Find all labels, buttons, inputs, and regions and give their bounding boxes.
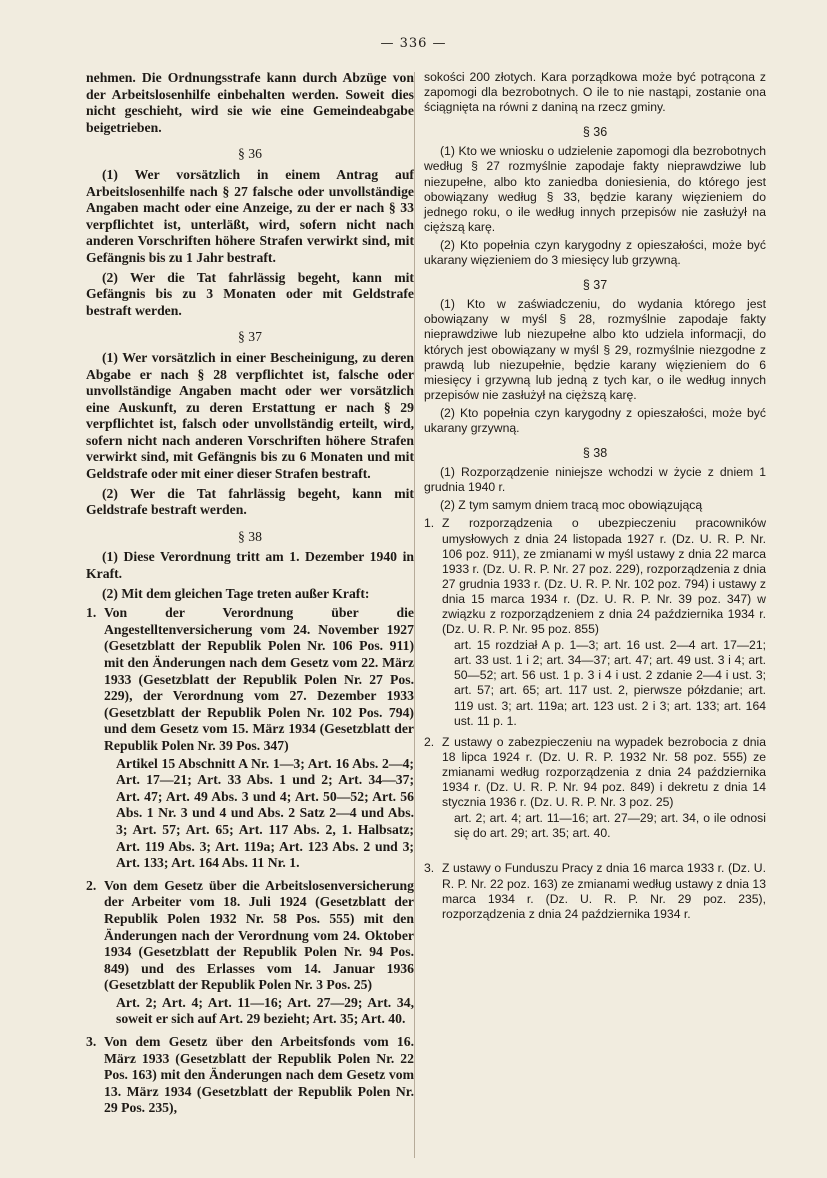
german-section-36-para-1: (1) Wer vorsätzlich in einem Antrag auf Arbeitslosenhilfe nach § 27 falsche oder unvollständige Angaben macht oder eine Anzeige, zu der er nach § 33 verpflichtet ist, unterläßt, wird, sofern nicht nach anderen Vorschriften höhere Strafen verwirkt sind, mit Gefängnis bis zu 1 Jahr bestraft. <box>86 166 414 265</box>
polish-repeal-item-text: Z ustawy o zabezpieczeniu na wypadek bezrobocia z dnia 18 lipca 1924 r. (Dz. U. R. P. 1932 Nr. 58 poz. 555) ze zmianami według rozporządzenia z dnia 24 października 1934 r. (Dz. U. R. P. Nr. 94 poz. 849) i dekretu z dnia 14 stycznia 1936 r. (Dz. U. R. P. Nr. 3 poz. 25) <box>442 734 766 810</box>
polish-section-37-title: § 37 <box>582 278 608 293</box>
german-section-36-para-2: (2) Wer die Tat fahrlässig begeht, kann mit Gefängnis bis zu 3 Monaten oder mit Geldstrafe bestraft werden. <box>86 269 414 318</box>
german-section-37-para-2: (2) Wer die Tat fahrlässig begeht, kann mit Geldstrafe bestraft werden. <box>86 485 414 518</box>
german-repeal-item-text: Von dem Gesetz über den Arbeitsfonds vom 16. März 1933 (Gesetzblatt der Republik Polen Nr. 22 Pos. 163) mit den Änderungen nach dem Gesetz vom 13. März 1934 (Gesetzblatt der Republik Polen Nr. 29 Pos. 235), <box>104 1034 414 1116</box>
german-section-36-title: § 36 <box>238 146 262 162</box>
german-intro: nehmen. Die Ordnungsstrafe kann durch Abzüge von der Arbeitslosenhilfe einbehalten werden. Soweit dies nicht geschieht, wird sie wie eine Gemeindeabgabe beigetrieben. <box>86 70 414 135</box>
german-repeal-item-articles: Art. 2; Art. 4; Art. 11—16; Art. 27—29; Art. 34, soweit er sich auf Art. 29 bezieht; Art. 35; Art. 40. <box>116 994 414 1027</box>
page-number: — 336 — <box>380 36 447 51</box>
polish-repeal-item-text: Z ustawy o Funduszu Pracy z dnia 16 marca 1933 r. (Dz. U. R. P. Nr. 22 poz. 163) ze zmianami według ustawy z dnia 13 marca 1934 r. (Dz. U. R. P. Nr. 29 poz. 235), rozporządzenia z dnia 24 października 1934 r. <box>442 861 766 921</box>
german-repeal-item-text: Von dem Gesetz über die Arbeitslosenversicherung der Arbeiter vom 18. Juli 1924 (Gesetzblatt der Republik Polen 1932 Nr. 58 Pos. 555) mit den Änderungen nach der Verordnung vom 24. Oktober 1934 (Gesetzblatt der Republik Polen Nr. 94 Pos. 849) und des Erlasses vom 14. Januar 1936 (Gesetzblatt der Republik Polen Nr. 3 Pos. 25) <box>104 877 414 993</box>
polish-section-38-title: § 38 <box>582 446 608 461</box>
german-section-38-para-1: (1) Diese Verordnung tritt am 1. Dezember 1940 in Kraft. <box>86 549 414 582</box>
german-section-38-para-2: (2) Mit dem gleichen Tage treten außer Kraft: <box>102 585 370 601</box>
german-column <box>86 70 414 1123</box>
german-repeal-item-number: 1. <box>86 605 97 621</box>
polish-section-38-para-1: (1) Rozporządzenie niniejsze wchodzi w życie z dniem 1 grudnia 1940 r. <box>424 465 766 495</box>
german-repeal-item-articles: Artikel 15 Abschnitt A Nr. 1—3; Art. 16 Abs. 2—4; Art. 17—21; Art. 33 Abs. 1 und 2; Art. 34—37; Art. 47; Art. 49 Abs. 3 und 4; Art. 50—52; Art. 56 Abs. 1 Nr. 3 und 4 und Abs. 2 Satz 2—4 und Abs. 3; Art. 57; Art. 65; Art. 117 Abs. 2, 1. Halbsatz; Art. 119 Abs. 3; Art. 119a; Art. 123 Abs. 2 und 3; Art. 133; Art. 164 Abs. 11 Nr. 1. <box>116 755 414 871</box>
polish-repeal-item-1 <box>424 516 766 728</box>
german-repeal-item-3 <box>86 1034 414 1117</box>
polish-repeal-item-3 <box>424 861 766 921</box>
german-section-38-title: § 38 <box>238 528 262 544</box>
polish-repeal-item-articles: art. 2; art. 4; art. 11—16; art. 27—29; art. 34, o ile odnosi się do art. 29; art. 35; art. 40. <box>454 811 766 841</box>
german-repeal-item-2 <box>86 878 414 1028</box>
polish-section-37-para-1: (1) Kto w zaświadczeniu, do wydania którego jest obowiązany w myśl § 28, rozmyślnie zapodaje fakty nieprawdziwe lub niezupełne albo kto udziela informacji, do których jest obowiązany w myśl § 29, rozmyślnie niezgodne z prawdą lub niezupełnie, będzie karany więzieniem do 6 miesięcy i grzywną lub jedną z tych kar, o ile według innych przepisów nie zasłużył na cięższą karę. <box>424 297 766 402</box>
german-repeal-item-number: 2. <box>86 877 97 893</box>
polish-intro: sokości 200 złotych. Kara porządkowa może być potrącona z zapomogi dla bezrobotnych. O ile to nie nastąpi, zostanie ona ściągnięta na równi z daniną na rzecz gminy. <box>424 70 766 115</box>
german-section-37-para-1: (1) Wer vorsätzlich in einer Bescheinigung, zu deren Abgabe er nach § 28 verpflichtet ist, falsche oder unvollständige Angaben macht oder wer vorsätzlich eine Auskunft, zu deren Erstattung er nach § 29 verpflichtet ist, falsch oder unvollständig erteilt, wird, sofern nicht nach anderen Vorschriften höhere Strafen verwirkt sind, mit Gefängnis bis zu 6 Monaten und mit Geldstrafe oder mit einer dieser Strafen bestraft. <box>86 349 414 482</box>
polish-repeal-item-number: 3. <box>424 861 435 876</box>
polish-section-36-para-1: (1) Kto we wniosku o udzielenie zapomogi dla bezrobotnych według § 27 rozmyślnie zapodaje fakty nieprawdziwe lub niezupełne, albo kto zaniedba doniesienia, do którego jest obowiązany według § 33, będzie karany więzieniem do jednego roku, o ile według innych przepisów nie zasłużył na cięższą karę. <box>424 144 766 234</box>
polish-section-38-para-2: (2) Z tym samym dniem tracą moc obowiązującą <box>440 498 703 513</box>
polish-section-36-para-2: (2) Kto popełnia czyn karygodny z opieszałości, może być ukarany więzieniem do 3 miesięcy lub grzywną. <box>424 237 766 268</box>
polish-repeal-item-2 <box>424 735 766 842</box>
column-divider <box>414 72 415 1158</box>
polish-repeal-item-number: 2. <box>424 734 435 749</box>
german-repeal-item-text: Von der Verordnung über die Angestelltenversicherung vom 24. November 1927 (Gesetzblatt der Republik Polen Nr. 106 Pos. 911) mit den Änderungen nach dem Gesetz vom 22. März 1933 (Gesetzblatt der Republik Polen Nr. 27 Pos. 229), der Verordnung vom 27. Dezember 1933 (Gesetzblatt der Republik Polen Nr. 102 Pos. 794) und dem Gesetz vom 15. März 1934 (Gesetzblatt der Republik Polen Nr. 39 Pos. 347) <box>104 605 414 753</box>
german-repeal-item-1 <box>86 605 414 872</box>
spacer <box>424 847 766 861</box>
polish-repeal-item-number: 1. <box>424 516 435 531</box>
german-repeal-item-number: 3. <box>86 1034 97 1050</box>
german-section-37-title: § 37 <box>238 329 262 345</box>
polish-repeal-item-articles: art. 15 rozdział A p. 1—3; art. 16 ust. 2—4 art. 17—21; art. 33 ust. 1 i 2; art. 34—37; art. 47; art. 49 ust. 3 i 4; art. 50—52; art. 56 ust. 1 p. 3 i 4 i ust. 2 zdanie 2—4 i ust. 3; art. 57; art. 65; art. 117 ust. 2, pierwsze półzdanie; art. 119 ust. 3; art. 119a; art. 123 ust. 2 i 3; art. 133; art. 164 ust. 11 p. 1. <box>454 638 766 728</box>
polish-column <box>424 70 766 928</box>
polish-section-36-title: § 36 <box>582 125 608 140</box>
polish-repeal-item-text: Z rozporządzenia o ubezpieczeniu pracowników umysłowych z dnia 24 listopada 1927 r. (Dz. U. R. P. Nr. 106 poz. 911), ze zmianami w myśl ustawy z dnia 22 marca 1933 r. (Dz. U. R. P. Nr. 27 poz. 229), rozporządzenia z dnia 27 grudnia 1933 r. (Dz. U. R. P. Nr. 102 poz. 794) i ustawy z dnia 15 marca 1934 r. (Dz. U. R. P. Nr. 39 poz. 347) w związku z rozporządzeniem z dnia 24 października 1934 r. (Dz. U. R. P. Nr. 95 poz. 855) <box>442 516 766 637</box>
polish-section-37-para-2: (2) Kto popełnia czyn karygodny z opieszałości, może być ukarany grzywną. <box>424 405 766 435</box>
